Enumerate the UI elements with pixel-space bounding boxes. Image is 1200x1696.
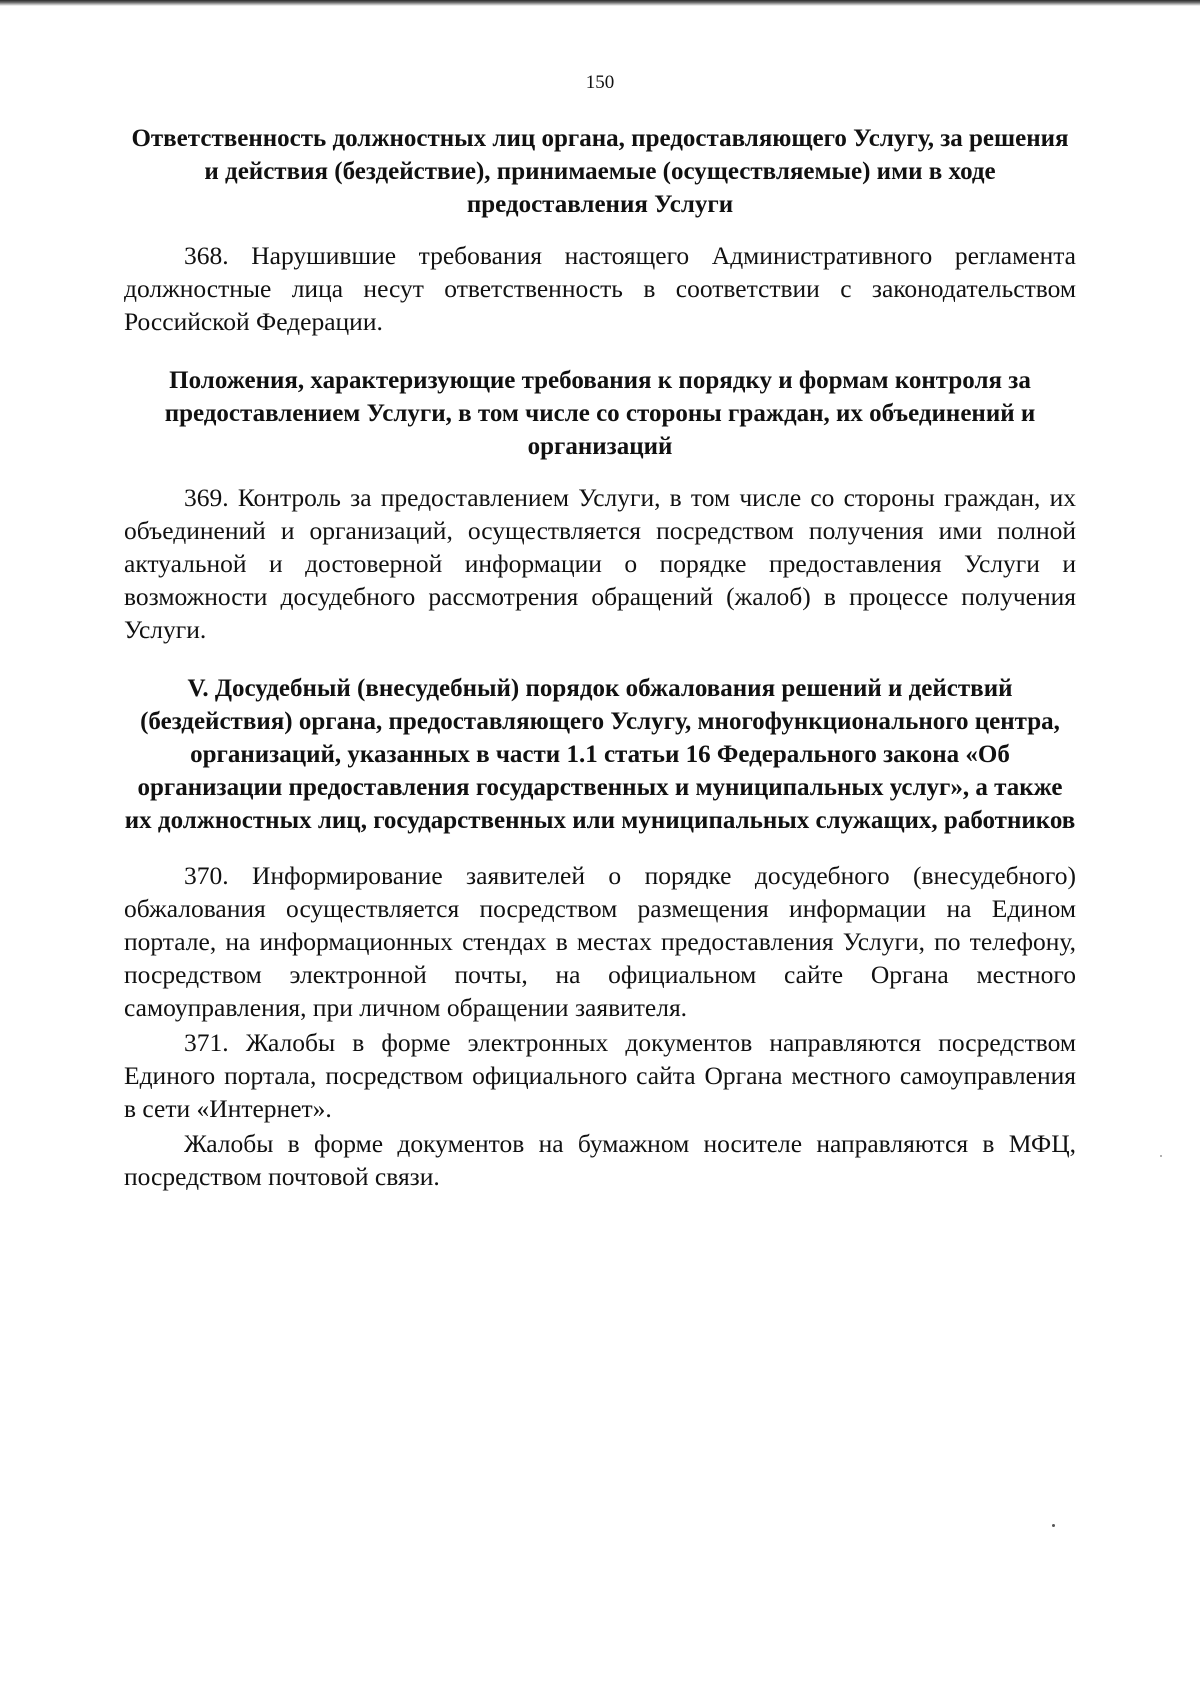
paragraph-370: 370. Информирование заявителей о порядке досудебного (внесудебного) обжалования осуществляется посредством размещения информации на Едином портале, на информационных стендах в местах предоставления Услуги, по телефону, посредством электронной почты, на официальном сайте Органа местного самоуправления, при личном обращении заявителя. [124,861,1076,1022]
scan-speck [1052,1524,1055,1527]
section-heading-appeal: V. Досудебный (внесудебный) порядок обжалования решений и действий (бездействия) органа, предоставляющего Услугу, многофункционального центра, организаций, указанных в части 1.1 статьи 16 Федерального закона «Об организации предоставления государственных и муниципальных услуг», а также их должностных лиц, государственных или муниципальных служащих, работников [124,675,1076,834]
document-body [124,122,1076,1193]
paragraph-paper-complaints: Жалобы в форме документов на бумажном носителе направляются в МФЦ, посредством почтовой связи. [124,1129,1076,1191]
section-heading-control: Положения, характеризующие требования к порядку и формам контроля за предоставлением Услуги, в том числе со стороны граждан, их объединений и организаций [164,367,1036,460]
paragraph-368: 368. Нарушившие требования настоящего Административного регламента должностные лица несут ответственность в соответствии с законодательством Российской Федерации. [124,241,1076,336]
paragraph-371: 371. Жалобы в форме электронных документов направляются посредством Единого портала, посредством официального сайта Органа местного самоуправления в сети «Интернет». [124,1028,1076,1123]
paragraph-369: 369. Контроль за предоставлением Услуги, в том числе со стороны граждан, их объединений и организаций, осуществляется посредством получения ими полной актуальной и достоверной информации о порядке предоставления Услуги и возможности досудебного рассмотрения обращений (жалоб) в процессе получения Услуги. [124,483,1076,644]
page-number: 150 [585,72,615,93]
section-heading-responsibility: Ответственность должностных лиц органа, предоставляющего Услугу, за решения и действия (бездействие), принимаемые (осуществляемые) ими в ходе предоставления Услуги [131,125,1069,218]
scan-speck [1160,1155,1162,1157]
scan-top-edge [0,0,1200,6]
